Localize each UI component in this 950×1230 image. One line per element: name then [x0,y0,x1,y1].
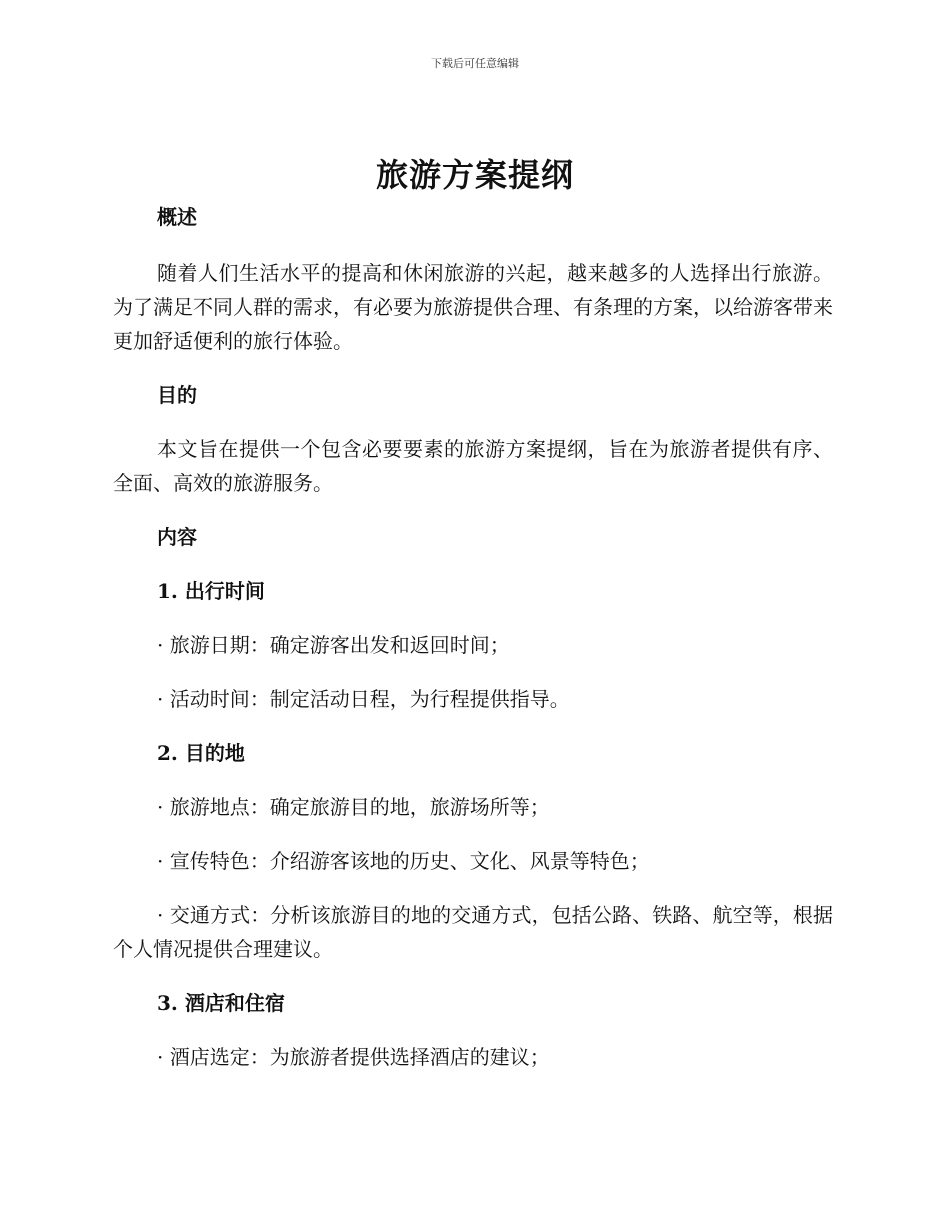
subsection-heading-hotel: 3. 酒店和住宿 [157,991,285,1015]
purpose-paragraph: 本文旨在提供一个包含必要要素的旅游方案提纲，旨在为旅游者提供有序、全面、高效的旅游服务。 [113,437,833,495]
section-heading-content: 内容 [157,525,197,549]
list-item: · 交通方式：分析该旅游目的地的交通方式，包括公路、铁路、航空等，根据个人情况提供合理建议。 [113,903,833,961]
subsection-heading-travel-time: 1. 出行时间 [157,579,265,603]
overview-paragraph: 随着人们生活水平的提高和休闲旅游的兴起，越来越多的人选择出行旅游。为了满足不同人群的需求，有必要为旅游提供合理、有条理的方案，以给游客带来更加舒适便利的旅行体验。 [113,261,833,353]
list-item: · 旅游地点：确定旅游目的地，旅游场所等； [157,795,550,819]
list-item: · 宣传特色：介绍游客该地的历史、文化、风景等特色； [157,849,650,873]
subsection-heading-destination: 2. 目的地 [157,741,245,765]
list-item: · 活动时间：制定活动日程，为行程提供指导。 [157,687,570,711]
section-heading-overview: 概述 [157,205,197,229]
page-header-note: 下载后可任意编辑 [431,57,519,70]
document-body [113,200,833,1074]
document-title: 旅游方案提纲 [375,156,574,194]
list-item: · 旅游日期：确定游客出发和返回时间； [157,633,510,657]
section-heading-purpose: 目的 [157,383,197,407]
list-item: · 酒店选定：为旅游者提供选择酒店的建议； [157,1045,550,1069]
